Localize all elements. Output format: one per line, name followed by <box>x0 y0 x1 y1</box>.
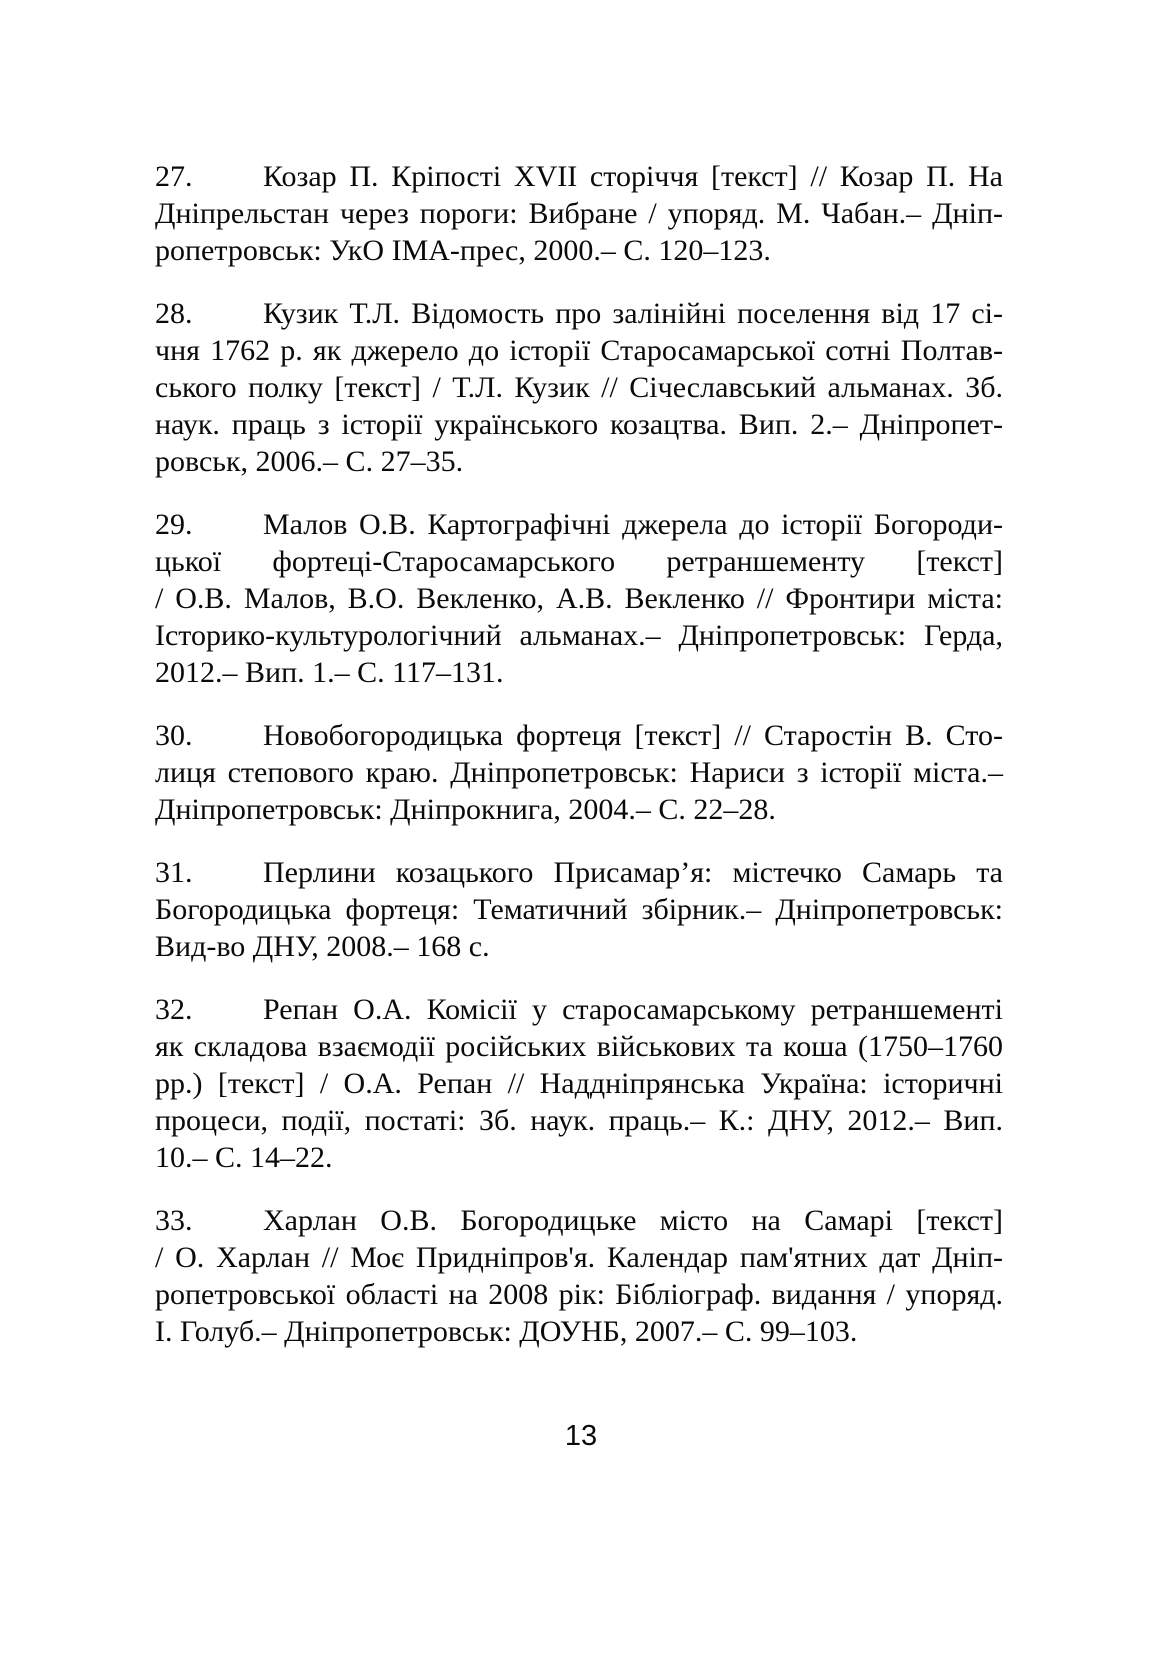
entry-line: наук. праць з історії українського козацтва. Вип. 2.– Дніпропет- <box>155 408 1003 441</box>
entry-line: цької фортеці-Старосамарського ретраншементу [текст] <box>155 545 1003 578</box>
entry-line: І. Голуб.– Дніпропетровськ: ДОУНБ, 2007.– С. 99–103. <box>155 1315 858 1348</box>
entry-first-line-text: Малов О.В. Картографічні джерела до історії Богороди- <box>263 508 1003 541</box>
entry-number: 28. <box>155 297 193 330</box>
entry-line: 2012.– Вип. 1.– С. 117–131. <box>155 656 504 689</box>
entry-number: 32. <box>155 993 193 1026</box>
entry-line <box>155 158 1003 195</box>
entry-line: Вид-во ДНУ, 2008.– 168 с. <box>155 930 490 963</box>
entry-line: процеси, події, постаті: Зб. наук. праць.– К.: ДНУ, 2012.– Вип. <box>155 1104 1003 1137</box>
entry-first-line-text: Харлан О.В. Богородицьке місто на Самарі [текст] <box>263 1204 1003 1237</box>
entry-line: Дніпрельстан через пороги: Вибране / упоряд. М. Чабан.– Дніп- <box>155 197 1003 230</box>
entry-line: ропетровськ: УкО ІМА-прес, 2000.– С. 120–123. <box>155 234 771 267</box>
entry-line: як складова взаємодії російських військових та коша (1750–1760 <box>155 1030 1003 1063</box>
bibliography-list <box>155 158 1003 1350</box>
bibliography-entry <box>155 158 1003 269</box>
entry-line: ровськ, 2006.– С. 27–35. <box>155 445 464 478</box>
entry-line <box>155 506 1003 543</box>
entry-first-line-text: Репан О.А. Комісії у старосамарському ретраншементі <box>263 993 1003 1026</box>
entry-line: ського полку [текст] / Т.Л. Кузик // Січеславський альманах. Зб. <box>155 371 1003 404</box>
bibliography-entry <box>155 991 1003 1176</box>
page-footer <box>0 1420 1162 1452</box>
entry-line: Дніпропетровськ: Дніпрокнига, 2004.– С. 22–28. <box>155 793 776 826</box>
bibliography-entry <box>155 854 1003 965</box>
entry-line <box>155 717 1003 754</box>
bibliography-entry <box>155 717 1003 828</box>
entry-first-line-text: Новобогородицька фортеця [текст] // Старостін В. Сто- <box>263 719 1003 752</box>
bibliography-entry <box>155 506 1003 691</box>
entry-line: / О.В. Малов, В.О. Векленко, А.В. Векленко // Фронтири міста: <box>155 582 1003 615</box>
entry-line: / О. Харлан // Моє Придніпров'я. Календар пам'ятних дат Дніп- <box>155 1241 1003 1274</box>
entry-line <box>155 991 1003 1028</box>
entry-first-line-text: Козар П. Кріпості XVII сторіччя [текст] // Козар П. На <box>263 160 1003 193</box>
entry-number: 29. <box>155 508 193 541</box>
entry-number: 30. <box>155 719 193 752</box>
entry-line <box>155 1202 1003 1239</box>
entry-line: чня 1762 р. як джерело до історії Старосамарської сотні Полтав- <box>155 334 1003 367</box>
entry-number: 33. <box>155 1204 193 1237</box>
entry-line: ропетровської області на 2008 рік: Бібліограф. видання / упоряд. <box>155 1278 1003 1311</box>
entry-line: рр.) [текст] / О.А. Репан // Наддніпрянська Україна: історичні <box>155 1067 1003 1100</box>
entry-line: 10.– С. 14–22. <box>155 1141 333 1174</box>
entry-number: 31. <box>155 856 193 889</box>
page-number: 13 <box>564 1420 598 1452</box>
entry-first-line-text: Перлини козацького Присамар’я: містечко Самарь та <box>263 856 1003 889</box>
entry-line <box>155 854 1003 891</box>
entry-first-line-text: Кузик Т.Л. Відомость про залінійні поселення від 17 сі- <box>263 297 1003 330</box>
entry-line: лиця степового краю. Дніпропетровськ: Нариси з історії міста.– <box>155 756 1003 789</box>
bibliography-entry <box>155 295 1003 480</box>
bibliography-entry <box>155 1202 1003 1350</box>
entry-line: Історико-культурологічний альманах.– Дніпропетровськ: Герда, <box>155 619 1003 652</box>
entry-line: Богородицька фортеця: Тематичний збірник.– Дніпропетровськ: <box>155 893 1003 926</box>
entry-line <box>155 295 1003 332</box>
entry-number: 27. <box>155 160 193 193</box>
